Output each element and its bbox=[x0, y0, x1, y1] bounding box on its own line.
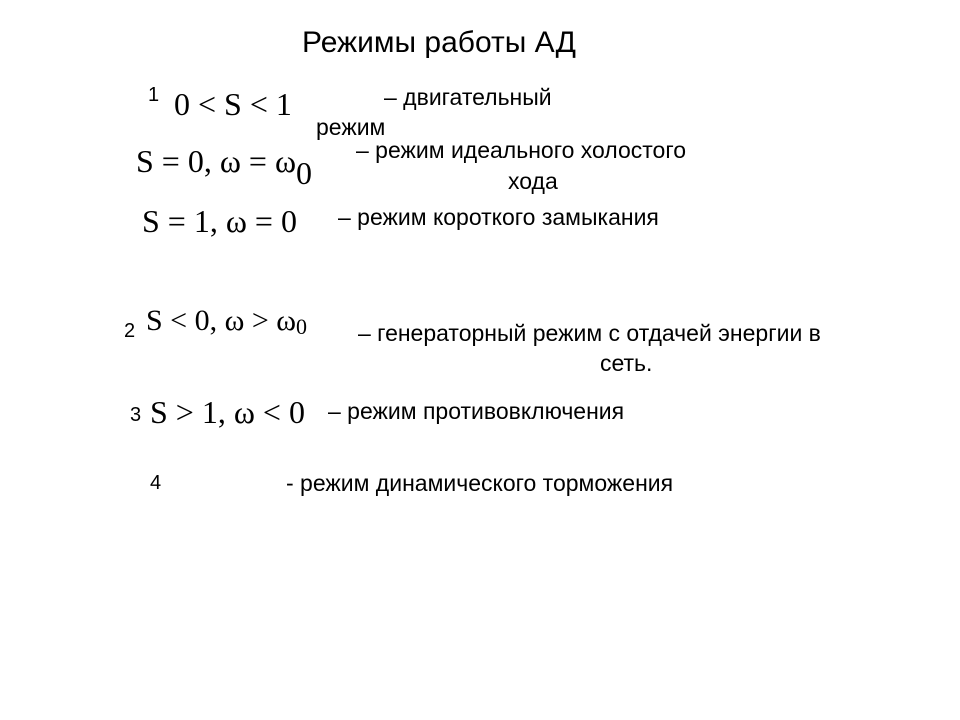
mode-2-desc-line2: сеть. bbox=[600, 350, 653, 376]
mode-4-number: 4 bbox=[150, 472, 162, 494]
mode-2-formula bbox=[146, 304, 307, 340]
idle-desc-line1: – режим идеального холостого bbox=[356, 137, 686, 163]
short-formula: S = 1, ω = 0 bbox=[142, 203, 297, 239]
short-desc: – режим короткого замыкания bbox=[338, 204, 659, 230]
mode-3-formula: S > 1, ω < 0 bbox=[150, 394, 305, 430]
mode-3-desc: – режим противовключения bbox=[328, 398, 625, 424]
mode-2-formula-main: S < 0, ω > ω bbox=[146, 304, 297, 337]
idle-formula bbox=[136, 143, 313, 191]
mode-2-desc-line1: – генераторный режим с отдачей энергии в bbox=[358, 320, 821, 346]
mode-1-formula: 0 < S < 1 bbox=[174, 86, 292, 122]
mode-4-desc: - режим динамического торможения bbox=[286, 470, 674, 496]
mode-3-number: 3 bbox=[130, 404, 142, 426]
mode-1-number: 1 bbox=[148, 84, 160, 106]
idle-formula-main: S = 0, ω = ω bbox=[136, 143, 297, 179]
mode-1-desc-line1: – двигательный bbox=[384, 84, 552, 110]
idle-desc-line2: хода bbox=[508, 168, 558, 194]
idle-formula-sub: 0 bbox=[296, 155, 313, 191]
mode-2-number: 2 bbox=[124, 320, 136, 342]
page-title: Режимы работы АД bbox=[302, 26, 576, 59]
mode-2-formula-sub: 0 bbox=[296, 314, 308, 339]
mode-1-desc-line2: режим bbox=[316, 114, 386, 140]
